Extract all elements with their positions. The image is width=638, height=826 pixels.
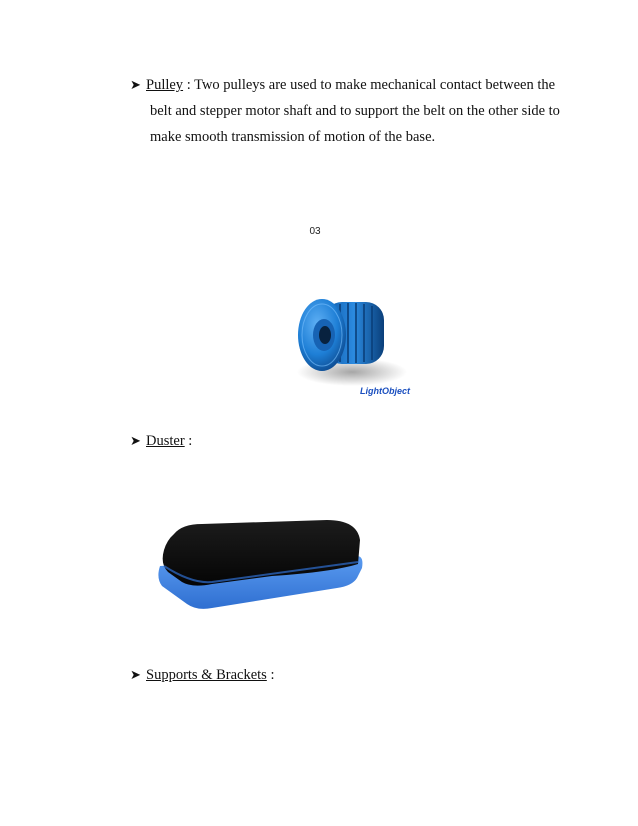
duster-term: Duster bbox=[146, 433, 185, 449]
supports-separator: : bbox=[266, 667, 275, 683]
arrowhead-bullet-icon: ➤ bbox=[130, 77, 141, 92]
lightobject-logo bbox=[360, 386, 410, 396]
arrowhead-bullet-icon: ➤ bbox=[130, 433, 141, 448]
arrowhead-bullet-icon: ➤ bbox=[130, 667, 141, 682]
duster-image bbox=[152, 516, 372, 616]
pulley-line-1: Two pulleys are used to make mechanical contact between the bbox=[194, 77, 556, 93]
pulley-term: Pulley bbox=[146, 77, 184, 93]
supports-term: Supports & Brackets bbox=[146, 667, 267, 683]
pulley-image bbox=[282, 280, 412, 410]
page-number: 03 bbox=[309, 226, 321, 237]
duster-bullet bbox=[130, 428, 192, 454]
duster-separator: : bbox=[184, 433, 193, 449]
supports-bullet bbox=[130, 662, 274, 688]
pulley-separator: : bbox=[183, 77, 195, 93]
logo-text: LightObject bbox=[360, 386, 410, 396]
pulley-bullet bbox=[130, 72, 555, 98]
pulley-line-3: make smooth transmission of motion of the base. bbox=[150, 129, 436, 145]
pulley-line-2: belt and stepper motor shaft and to support the belt on the other side to bbox=[150, 103, 560, 119]
blackboard-duster-photo bbox=[152, 516, 372, 616]
pulley-description bbox=[150, 98, 570, 150]
